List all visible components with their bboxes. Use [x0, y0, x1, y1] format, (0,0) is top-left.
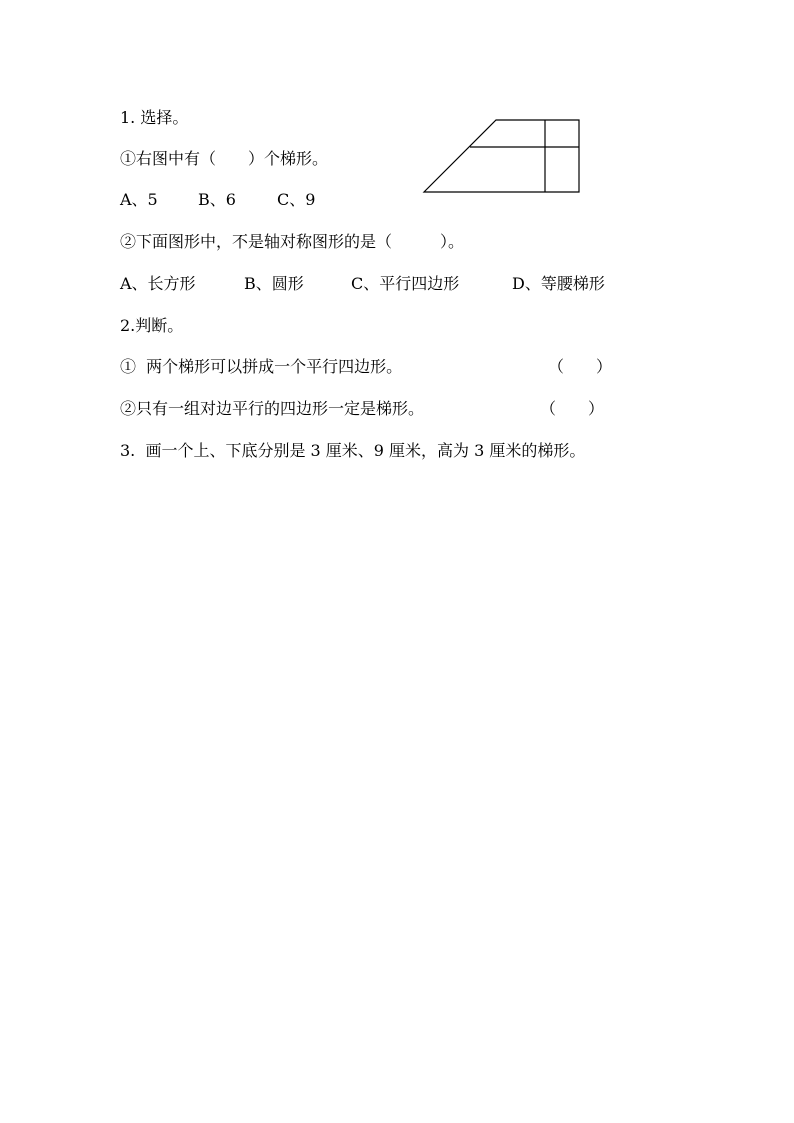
q2-item-2-text: ②只有一组对边平行的四边形一定是梯形。: [120, 399, 425, 418]
q3-title: 3. 画一个上、下底分别是 3 厘米、9 厘米，高为 3 厘米的梯形。: [120, 441, 586, 460]
q1-sub2-option-d: D、等腰梯形: [512, 274, 605, 293]
q1-sub2-option-c: C、平行四边形: [351, 274, 460, 293]
q1-title: 1. 选择。: [120, 108, 189, 127]
q1-sub2-option-b: B、圆形: [244, 274, 304, 293]
q2-item-1-answer-paren: （ ）: [548, 357, 613, 376]
q1-sub2-option-a: A、长方形: [120, 274, 196, 293]
trapezoid-outline: [424, 120, 579, 192]
q1-sub2-prompt: ②下面图形中，不是轴对称图形的是（ ）。: [120, 232, 465, 251]
trapezoid-figure: [420, 116, 582, 196]
q1-sub1-option-a: A、5: [120, 190, 158, 209]
q1-sub1-option-b: B、6: [198, 190, 236, 209]
q2-item-1-text: ① 两个梯形可以拼成一个平行四边形。: [120, 357, 403, 376]
q2-title: 2.判断。: [120, 316, 184, 335]
q1-sub1-prompt: ①右图中有（ ）个梯形。: [120, 149, 329, 168]
q1-sub1-option-c: C、9: [277, 190, 316, 209]
q2-item-2-answer-paren: （ ）: [540, 399, 605, 418]
